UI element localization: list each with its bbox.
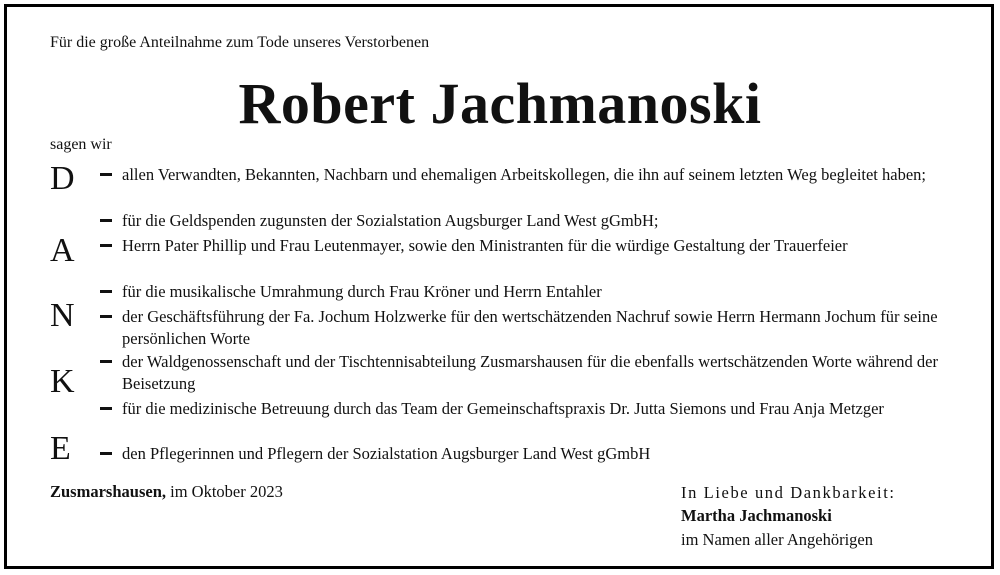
date-text: im Oktober 2023 <box>170 482 283 501</box>
dash-bullet <box>100 173 112 176</box>
danke-letter-k: K <box>50 363 75 400</box>
thanks-item-text: für die Geldspenden zugunsten der Sozialstation Augsburger Land West gGmbH; <box>122 211 659 230</box>
dash-bullet <box>100 219 112 222</box>
intro-text: Für die große Anteilnahme zum Tode unseres Verstorbenen <box>50 34 430 51</box>
dash-bullet <box>100 407 112 410</box>
thanks-item-text: Herrn Pater Phillip und Frau Leutenmayer, sowie den Ministranten für die würdige Gestaltung der Trauerfeier <box>122 236 848 255</box>
dash-bullet <box>100 452 112 455</box>
dash-bullet <box>100 315 112 318</box>
place-name: Zusmarshausen, <box>50 482 166 501</box>
dash-bullet <box>100 290 112 293</box>
signature-block <box>681 482 896 552</box>
thanks-item-text: für die musikalische Umrahmung durch Frau Kröner und Herrn Entahler <box>122 282 602 301</box>
place-date <box>50 482 283 502</box>
danke-letter-e: E <box>50 430 71 467</box>
dash-bullet <box>100 244 112 247</box>
thanks-item-text: der Geschäftsführung der Fa. Jochum Holzwerke für den wertschätzenden Nachruf sowie Herrn Hermann Jochum für seine persönlichen Worte <box>122 307 938 348</box>
thanks-item-text: der Waldgenossenschaft und der Tischtennisabteilung Zusmarshausen für die ebenfalls wertschätzenden Worte während der Beisetzung <box>122 352 938 393</box>
signer-role: im Namen aller Angehörigen <box>681 530 873 549</box>
deceased-name: Robert Jachmanoski <box>238 71 762 136</box>
closing-greeting: In Liebe und Dankbarkeit: <box>681 483 896 502</box>
thanks-item-text: für die medizinische Betreuung durch das Team der Gemeinschaftspraxis Dr. Jutta Siemons und Frau Anja Metzger <box>122 399 884 418</box>
danke-letter-d: D <box>50 160 75 197</box>
danke-letter-n: N <box>50 297 75 334</box>
danke-letter-a: A <box>50 232 75 269</box>
thanks-item-text: allen Verwandten, Bekannten, Nachbarn und ehemaligen Arbeitskollegen, die ihn auf seinem letzten Weg begleitet haben; <box>122 165 926 184</box>
dash-bullet <box>100 360 112 363</box>
signer-name: Martha Jachmanoski <box>681 506 832 525</box>
thanks-item-text: den Pflegerinnen und Pflegern der Sozialstation Augsburger Land West gGmbH <box>122 444 651 463</box>
sagen-wir-text: sagen wir <box>50 136 112 153</box>
